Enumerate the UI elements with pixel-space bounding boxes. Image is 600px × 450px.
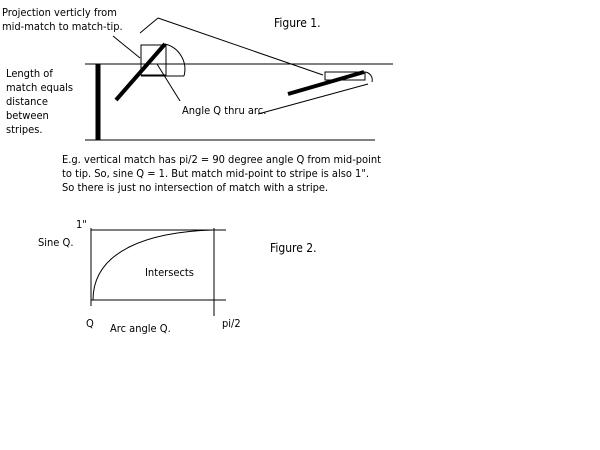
region-label: Intersects bbox=[145, 266, 194, 279]
flat-match bbox=[288, 72, 364, 94]
pointer-projection bbox=[113, 36, 140, 58]
figure1-caption: E.g. vertical match has pi/2 = 90 degree angle Q from mid-point to tip. So, sine Q = 1. But match mid-point to stripe is also 1". So there is just no intersection of match with a stripe. bbox=[62, 153, 382, 194]
projection-label: Projection verticly from mid-match to match-tip. bbox=[2, 6, 123, 33]
length-label: Length of match equals distance between stripes. bbox=[6, 67, 74, 136]
angle-label: Angle Q thru arc. bbox=[182, 104, 267, 117]
y-top-tick: 1" bbox=[76, 218, 87, 231]
angle-arc-diagonal bbox=[165, 44, 185, 76]
pointer-top-left bbox=[140, 18, 158, 33]
x-axis-label: Arc angle Q. bbox=[110, 322, 171, 335]
figure1-title: Figure 1. bbox=[274, 16, 321, 30]
pointer-angle-left bbox=[157, 64, 180, 101]
x-origin-label: Q bbox=[86, 317, 94, 330]
sine-curve bbox=[93, 230, 212, 300]
x-end-label: pi/2 bbox=[222, 317, 241, 330]
figure2-title: Figure 2. bbox=[270, 241, 317, 255]
y-axis-label: Sine Q. bbox=[38, 236, 74, 249]
